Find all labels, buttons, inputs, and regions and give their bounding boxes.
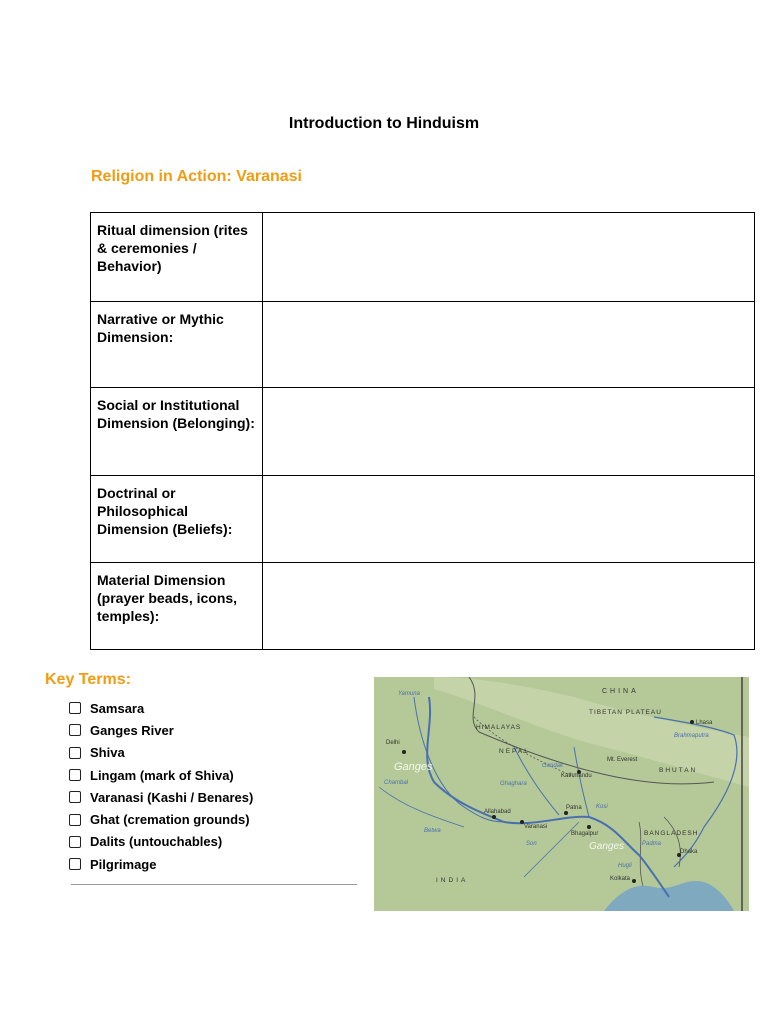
table-row xyxy=(91,213,755,302)
svg-text:Padma: Padma xyxy=(642,841,662,847)
svg-text:NEPAL: NEPAL xyxy=(499,748,530,755)
dimension-label: Ritual dimension (rites & ceremonies / Behavior) xyxy=(91,213,263,302)
svg-text:Mt. Everest: Mt. Everest xyxy=(607,757,638,763)
dimension-answer-cell[interactable] xyxy=(263,388,755,476)
checkbox[interactable] xyxy=(69,836,81,848)
list-item[interactable] xyxy=(69,742,253,764)
svg-text:Allahabad: Allahabad xyxy=(484,809,511,815)
term-label: Samsara xyxy=(90,700,145,716)
list-item[interactable] xyxy=(69,853,253,875)
svg-text:Ganges: Ganges xyxy=(394,761,433,773)
svg-text:Chambal: Chambal xyxy=(384,780,409,786)
dimension-label: Material Dimension (prayer beads, icons, temples): xyxy=(91,563,263,650)
svg-text:BHUTAN: BHUTAN xyxy=(659,767,698,774)
dimension-answer-cell[interactable] xyxy=(263,213,755,302)
checkbox[interactable] xyxy=(69,724,81,736)
page-title: Introduction to Hinduism xyxy=(288,115,480,132)
checkbox[interactable] xyxy=(69,791,81,803)
svg-text:Kolkata: Kolkata xyxy=(610,876,631,882)
svg-text:HIMALAYAS: HIMALAYAS xyxy=(476,724,522,731)
table-row xyxy=(91,388,755,476)
section-title: Religion in Action: Varanasi xyxy=(91,168,302,185)
term-label: Dalits (untouchables) xyxy=(90,834,223,850)
checkbox[interactable] xyxy=(69,747,81,759)
svg-text:Varanasi: Varanasi xyxy=(524,824,548,830)
svg-text:Ganges: Ganges xyxy=(589,841,625,852)
checkbox[interactable] xyxy=(69,702,81,714)
svg-text:Brahmaputra: Brahmaputra xyxy=(674,733,709,739)
svg-text:TIBETAN PLATEAU: TIBETAN PLATEAU xyxy=(589,709,662,716)
dimension-answer-cell[interactable] xyxy=(263,302,755,388)
dimension-label: Narrative or Mythic Dimension: xyxy=(91,302,263,388)
svg-text:INDIA: INDIA xyxy=(436,877,469,884)
list-item[interactable] xyxy=(69,808,253,830)
list-item[interactable] xyxy=(69,831,253,853)
term-label: Ghat (cremation grounds) xyxy=(90,812,250,828)
term-label: Pilgrimage xyxy=(90,856,157,872)
list-item[interactable] xyxy=(69,786,253,808)
term-label: Ganges River xyxy=(90,722,174,738)
svg-text:Betwa: Betwa xyxy=(424,828,441,834)
term-label: Lingam (mark of Shiva) xyxy=(90,767,234,783)
dimension-label: Social or Institutional Dimension (Belonging): xyxy=(91,388,263,476)
svg-text:Kathmandu: Kathmandu xyxy=(561,773,592,779)
svg-text:CHINA: CHINA xyxy=(602,688,639,695)
svg-text:Dhaka: Dhaka xyxy=(680,849,698,855)
list-item[interactable] xyxy=(69,719,253,741)
list-item[interactable] xyxy=(69,764,253,786)
divider xyxy=(71,884,357,885)
svg-text:Yamuna: Yamuna xyxy=(398,691,420,697)
svg-text:Hugli: Hugli xyxy=(618,863,632,869)
map-graphic xyxy=(374,677,749,911)
svg-text:Gandak: Gandak xyxy=(542,763,564,769)
term-label: Varanasi (Kashi / Benares) xyxy=(90,789,254,805)
dimension-answer-cell[interactable] xyxy=(263,563,755,650)
svg-text:Ghaghara: Ghaghara xyxy=(500,781,527,787)
term-label: Shiva xyxy=(90,745,125,761)
dimension-answer-cell[interactable] xyxy=(263,476,755,563)
svg-text:BANGLADESH: BANGLADESH xyxy=(644,830,699,837)
checkbox[interactable] xyxy=(69,769,81,781)
svg-text:Bhagalpur: Bhagalpur xyxy=(571,831,599,837)
key-terms-heading: Key Terms: xyxy=(45,671,131,688)
svg-text:Lhasa: Lhasa xyxy=(696,720,713,726)
key-terms-list xyxy=(69,697,253,875)
svg-text:Patna: Patna xyxy=(566,805,582,811)
svg-text:Kosi: Kosi xyxy=(596,804,608,810)
dimension-label: Doctrinal or Philosophical Dimension (Beliefs): xyxy=(91,476,263,563)
table-row xyxy=(91,563,755,650)
svg-text:Son: Son xyxy=(526,841,537,847)
table-row xyxy=(91,302,755,388)
checkbox[interactable] xyxy=(69,814,81,826)
checkbox[interactable] xyxy=(69,858,81,870)
table-row xyxy=(91,476,755,563)
ganges-map xyxy=(374,677,749,911)
list-item[interactable] xyxy=(69,697,253,719)
svg-text:Delhi: Delhi xyxy=(386,740,400,746)
dimensions-table xyxy=(90,212,755,650)
